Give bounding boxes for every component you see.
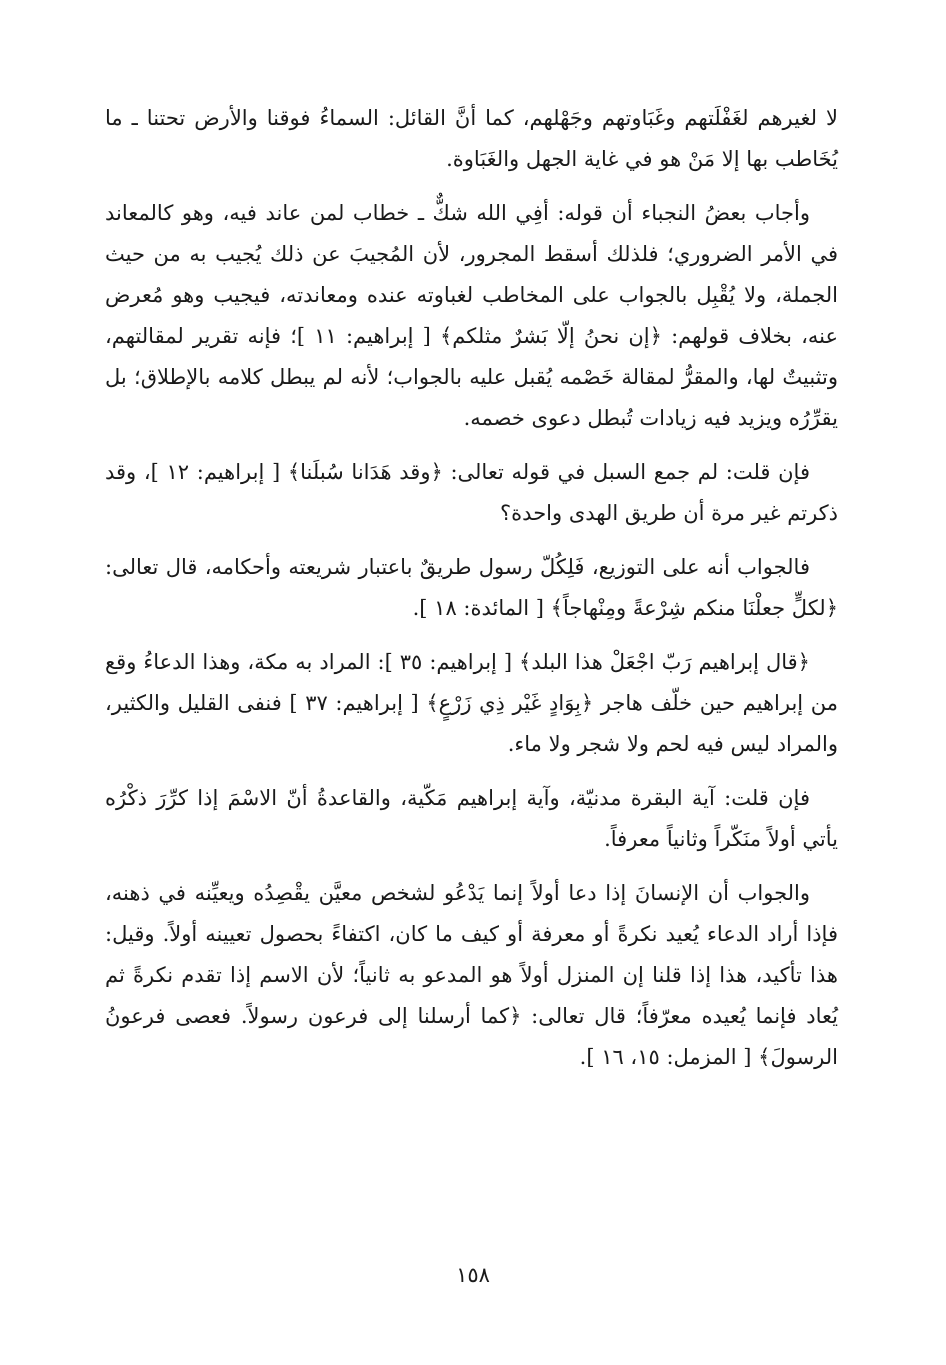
paragraph-4: فالجواب أنه على التوزيع، فَلِكُلّ رسول طريقٌ باعتبار شريعته وأحكامه، قال تعالى: ﴿لكلٍّ جعلْنَا منكم شِرْعةً ومِنْهاجاً﴾ [ المائدة: ١٨ ]. bbox=[105, 555, 838, 620]
paragraph-7: والجواب أن الإنسانَ إذا دعا أولاً إنما يَدْعُو لشخص معيَّن يقْصِدُه ويعيِّنه في ذهنه، فإذا أراد الدعاء يُعيد نكرةً أو معرفة أو كيف ما كان، اكتفاءً بحصول تعيينه أولاً. وقيل: هذا تأكيد، هذا إذا قلنا إن المنزل أولاً هو المدعو به ثانياً؛ لأن الاسم إذا تقدم نكرةً ثم يُعاد فإنما يُعيده معرّفاً؛ قال تعالى: ﴿كما أرسلنا إلى فرعون رسولاً. فعصى فرعونُ الرسولَ﴾ [ المزمل: ١٥، ١٦ ]. bbox=[105, 881, 838, 1069]
paragraph-3: فإن قلت: لم جمع السبل في قوله تعالى: ﴿وقد هَدَانا سُبلَنا﴾ [ إبراهيم: ١٢ ]، وقد ذكرتم غير مرة أن طريق الهدى واحدة؟ bbox=[105, 460, 838, 525]
page-body bbox=[105, 98, 838, 1091]
paragraph-5: ﴿قال إبراهيم رَبّ اجْعَلْ هذا البلد﴾ [ إبراهيم: ٣٥ ]: المراد به مكة، وهذا الدعاءُ وقع من إبراهيم حين خلّف هاجر ﴿بِوَادٍ غَيْر ذِي زَرْعٍ﴾ [ إبراهيم: ٣٧ ] فنفى القليل والكثير، والمراد ليس فيه لحم ولا شجر ولا ماء. bbox=[105, 650, 838, 756]
page-number: ١٥٨ bbox=[456, 1263, 490, 1287]
paragraph-6: فإن قلت: آية البقرة مدنيّة، وآية إبراهيم مَكّية، والقاعدةُ أنّ الاسْمَ إذا كرِّرَ ذكْرُه يأتي أولاً منَكّراً وثانياً معرفاً. bbox=[105, 786, 838, 851]
paragraph-1: لا لغيرهم لغَفْلَتهم وغَبَاوتهم وجَهْلهم، كما أنَّ القائل: السماءُ فوقنا والأرض تحتنا ـ ما يُخَاطب بها إلا مَنْ هو في غاية الجهل والغَبَاوة. bbox=[105, 106, 838, 171]
paragraph-2: وأجاب بعضُ النجباء أن قوله: أفِي الله شكٌّ ـ خطاب لمن عاند فيه، وهو كالمعاند في الأمر الضروري؛ فلذلك أسقط المجرور، لأن المُجيبَ عن ذلك يُجيب به من حيث الجملة، ولا يُقْبِل بالجواب على المخاطب لغباوته عنده ومعاندته، فيجيب وهو مُعرض عنه، بخلاف قولهم: ﴿إن نحنُ إلّا بَشرٌ مثلكم﴾ [ إبراهيم: ١١ ]؛ فإنه تقرير لمقالتهم، وتثبيتٌ لها، والمقرُّ لمقالة خَصْمه يُقبل عليه بالجواب؛ لأنه لم يبطل كلامه بالإطلاق؛ بل يقرِّرُه ويزيد فيه زيادات تُبطل دعوى خصمه. bbox=[105, 201, 839, 430]
